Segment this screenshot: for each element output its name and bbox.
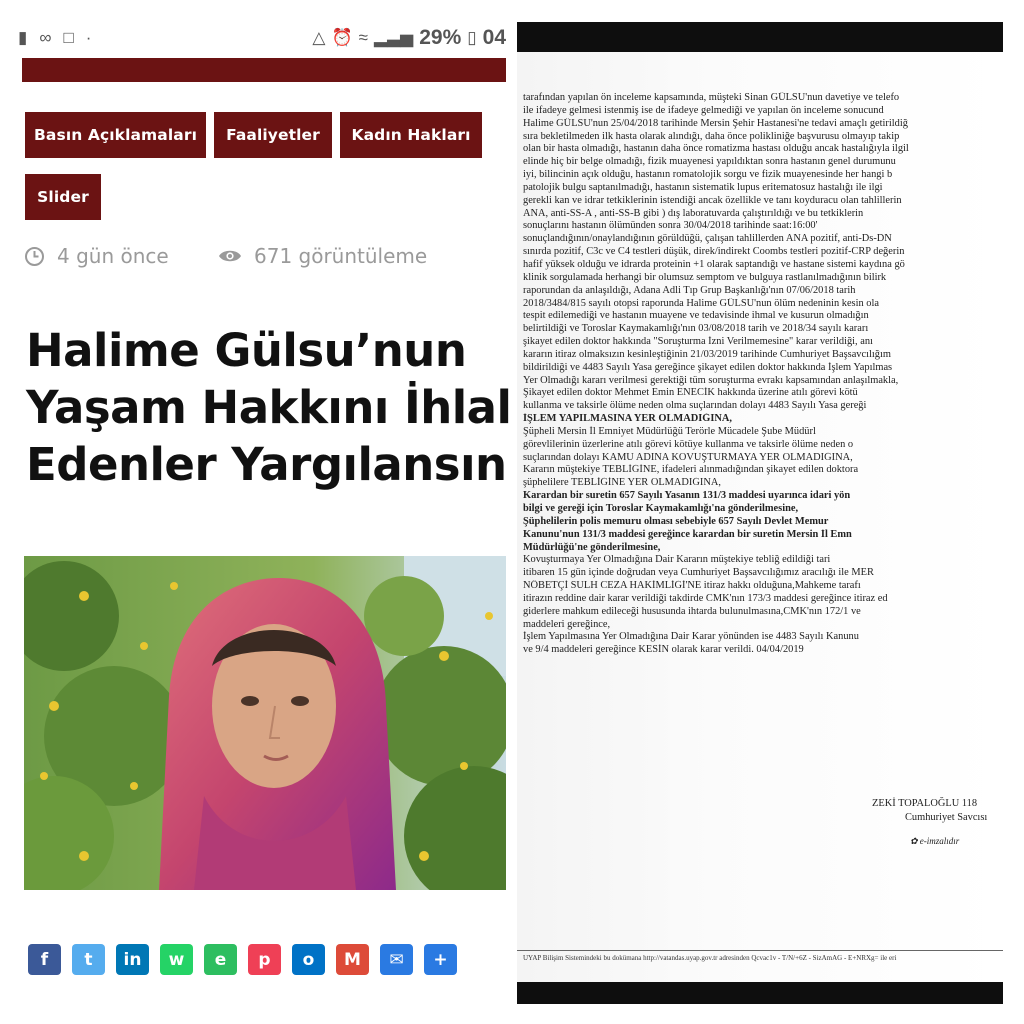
- scan-border-top: [517, 22, 1003, 52]
- site-header-bar: [22, 58, 506, 82]
- e-signature-icon: ✿: [910, 836, 918, 846]
- facebook-icon[interactable]: f: [28, 944, 61, 975]
- status-bar-right: [312, 26, 506, 50]
- whatsapp-icon[interactable]: w: [160, 944, 193, 975]
- email-icon[interactable]: ✉: [380, 944, 413, 975]
- headline-line-2: Yaşam Hakkını İhlal: [26, 381, 512, 434]
- document-footer: UYAP Bilişim Sistemindeki bu dokümana http://vatandas.uyap.gov.tr adresinden Qcvac1v - T/N/+6Z - SizAmAG - E+NRXg= ile eri: [523, 954, 897, 962]
- document-line: 2018/3484/815 sayılı otopsi raporunda Halime GÜLSU'nun ölüm nedeninin kesin ola: [523, 297, 879, 309]
- more-notifications-dot: ·: [85, 28, 92, 47]
- document-line: patolojik bulgu saptanılmadığı, hastanın sistematik lupus eritematosuz hastalığı ile ilgi: [523, 181, 883, 193]
- alarm-icon: ⏰: [331, 28, 353, 47]
- document-line: Müdürlüğü'ne gönderilmesine,: [523, 541, 661, 553]
- share-bar: [28, 944, 457, 975]
- portrait-image: [24, 556, 506, 890]
- document-line: klinik sorgulamada herhangi bir olumsuz semptom ve bulguya rastlanılmadığının bilirk: [523, 271, 887, 283]
- document-page: [517, 52, 1003, 982]
- document-line: suçlarından dolayı KAMU ADINA KOVUŞTURMAYA YER OLMADIĞINA,: [523, 451, 853, 463]
- document-line: bilgi ve gereği için Toroslar Kaymakamlığı'na gönderilmesine,: [523, 503, 799, 514]
- linkedin-icon[interactable]: in: [116, 944, 149, 975]
- headline-line-3: Edenler Yargılansın: [26, 438, 507, 491]
- document-line: ve 9/4 maddeleri gereğince KESİN olarak karar verildi. 04/04/2019: [523, 644, 804, 656]
- document-line: belirtildiği ve Toroslar Kaymakamlığı'nın 03/08/2018 tarih ve 2018/34 sayılı kararı: [523, 323, 869, 335]
- document-line: Halime GÜLSU'nun 25/04/2018 tarihinde Mersin Şehir Hastanesi'ne tedavi amaçlı getirildiğ: [523, 117, 908, 129]
- document-line: Yer Olmadığı kararı verilmesi gerektiği tüm soruşturma evrakı kapsamından anlaşılmakla,: [523, 374, 899, 386]
- time-ago-text: 4 gün önce: [57, 244, 169, 268]
- article-photo: [24, 556, 506, 890]
- more-share-icon[interactable]: +: [424, 944, 457, 975]
- article-headline: [26, 322, 512, 493]
- document-line: görevlilerinin üzerlerine atılı görevi kötüye kullanma ve taksirle ölüme neden o: [523, 438, 854, 450]
- wifi-icon: ≈: [358, 28, 369, 47]
- document-line: raporundan da anlaşıldığı, Adana Adli Tıp Grup Başkanlığı'nın 07/06/2018 tarih: [523, 284, 856, 296]
- category-faaliyetler[interactable]: Faaliyetler: [214, 112, 332, 158]
- category-kadin-haklari[interactable]: Kadın Hakları: [340, 112, 482, 158]
- document-line: hafif yüksek olduğu ve idrarda proteinin +1 olarak saptandığı ve hastane sistemi kaydına gö: [523, 258, 905, 270]
- gmail-icon[interactable]: M: [336, 944, 369, 975]
- document-line: ANA, anti-SS-A , anti-SS-B gibi ) dış laboratuvarda çalıştırıldığı ve bu tetkiklerin: [523, 207, 864, 219]
- document-body: [523, 92, 1003, 657]
- document-line: Kararın müştekiye TEBLİĞİNE, ifadeleri alınmadığından şikayet edilen doktora: [523, 464, 859, 476]
- views-text: 671 görüntüleme: [254, 244, 428, 268]
- document-line: elinde hiç bir belge olmadığı, fizik muayenesi yapıldıktan sonra hastanın genel durumunu: [523, 156, 896, 168]
- document-line: Kanunu'nun 131/3 maddesi gereğince karardan bir suretin Mersin İl Emn: [523, 528, 852, 540]
- e-signature: [910, 836, 959, 847]
- signature-name: ZEKİ TOPALOĞLU 118: [872, 798, 978, 809]
- outlook-icon[interactable]: o: [292, 944, 325, 975]
- signal-icon: ▂▃▅: [374, 28, 414, 47]
- footer-divider: [517, 950, 1003, 951]
- battery-icon: ▯: [467, 28, 477, 47]
- document-line: maddeleri gereğince,: [523, 618, 611, 630]
- document-line: İŞLEM YAPILMASINA YER OLMADIĞINA,: [523, 413, 732, 425]
- document-line: Karardan bir suretin 657 Sayılı Yasanın 131/3 maddesi uyarınca idari yön: [523, 490, 851, 502]
- document-line: kullanma ve taksirle ölüme neden olma suçlarından dolayı 4483 Sayılı Yasa gereği: [523, 400, 867, 412]
- document-line: tespit edilemediği ve hastanın muayene ve tedavisinde ihmal ve kusurun olmadığın: [523, 310, 869, 322]
- document-line: İşlem Yapılmasına Yer Olmadığına Dair Karar yönünden ise 4483 Sayılı Kanunu: [523, 631, 859, 643]
- document-line: şikayet edilen doktor hakkında "Soruşturma İzni Verilmemesine" karar verildiği, anı: [523, 336, 873, 348]
- view-count: [218, 244, 427, 268]
- voicemail-icon: ∞: [39, 28, 52, 47]
- document-line: sınırda pozitif, C3c ve C4 testleri düşük, direk/indirekt Coombs testleri pozitif-CRP değerin: [523, 246, 905, 258]
- status-bar-left: [18, 28, 91, 48]
- document-line: NÖBETÇİ SULH CEZA HAKİMLİĞİ'NE itiraz hakkı olduğuna,Mahkeme tarafı: [523, 580, 861, 592]
- data-saver-icon: △: [312, 28, 326, 47]
- court-document-scan: [517, 22, 1003, 1004]
- document-line: tarafından yapılan ön inceleme kapsamında, müşteki Sinan GÜLSU'nun davetiye ve telefo: [523, 92, 900, 103]
- scan-border-bottom: [517, 982, 1003, 1004]
- status-bar: [0, 0, 512, 56]
- document-line: sonuçlarını hastanın ölümünden sonra 30/04/2018 tarihinde saat:16:00': [523, 220, 818, 232]
- document-line: sıra bekletilmeden ilk hasta olarak alındığı, daha önce polikliniğe başvurusu olmayıp takip: [523, 130, 900, 142]
- document-line: itirazın reddine dair karar verildiği takdirde CMK'nın 173/3 maddesi gereğince itiraz ed: [523, 592, 888, 604]
- status-extra: 04: [482, 26, 506, 49]
- document-line: iyi, bilincinin açık olduğu, hastanın romatolojik sorgu ve fizik muayenesinde her hangi b: [523, 169, 893, 181]
- category-basin-aciklamalari[interactable]: Basın Açıklamaları: [25, 112, 206, 158]
- document-line: olan bir hasta olmadığı, hastanın daha önce romatizma hastası olduğu ancak hastalığıyla ilgil: [523, 143, 909, 155]
- document-line: ile ifadeye gelmesi istenmiş ise de ifadeye gelmediği ve yapılan ön inceleme sonucund: [523, 104, 884, 116]
- headline-line-1: Halime Gülsu’nun: [26, 324, 467, 377]
- document-line: kararın itiraz olmaksızın kesinleştiğinin 21/03/2019 tarihinde Cumhuriyet Başsavcılığım: [523, 348, 891, 360]
- document-line: Şikayet edilen doktor Mehmet Emin ENECİK hakkında üzerine atılı görevi kötü: [523, 387, 858, 399]
- published-time: [24, 244, 169, 268]
- document-line: Şüphelilerin polis memuru olması sebebiyle 657 Sayılı Devlet Memur: [523, 515, 829, 527]
- document-line: Kovuşturmaya Yer Olmadığına Dair Kararın müştekiye tebliğ edildiği tari: [523, 554, 831, 566]
- e-signature-text: e-imzalıdır: [919, 836, 960, 846]
- eye-icon: [218, 248, 242, 264]
- twitter-icon[interactable]: t: [72, 944, 105, 975]
- document-line: sonuçlandığının/onaylandığının görüldüğü, çalışan tahlillerden ANA pozitif, anti-Ds-DN: [523, 233, 892, 245]
- notification-icon: ▮: [18, 28, 28, 47]
- signature-title: Cumhuriyet Savcısı: [905, 812, 988, 823]
- evernote-icon[interactable]: e: [204, 944, 237, 975]
- document-line: gerekli kan ve idrar tetkiklerinin istendiği ancak özellikle ve tanı koyduracu olan tahlillerin: [523, 194, 902, 206]
- clock-icon: [24, 246, 45, 267]
- document-line: giderlere mahkum edileceği hususunda ihtarda bulunulmasına,CMK'nın 172/1 ve: [523, 605, 861, 617]
- pocket-icon[interactable]: p: [248, 944, 281, 975]
- document-line: şüphelilere TEBLİĞİNE YER OLMADIĞINA,: [523, 477, 721, 489]
- document-line: Şüpheli Mersin İl Emniyet Müdürlüğü Terörle Mücadele Şube Müdürl: [523, 425, 816, 437]
- battery-percent: 29%: [419, 26, 462, 49]
- document-line: bildirildiği ve 4483 Sayılı Yasa gereğince şikayet edilen doktor hakkında İşlem Yapılmas: [523, 361, 893, 373]
- document-line: itibaren 15 gün içinde doğrudan veya Cumhuriyet Başsavcılığımız aracılığı ile MER: [523, 567, 874, 579]
- category-slider[interactable]: Slider: [25, 174, 101, 220]
- sim-icon: □: [63, 28, 74, 47]
